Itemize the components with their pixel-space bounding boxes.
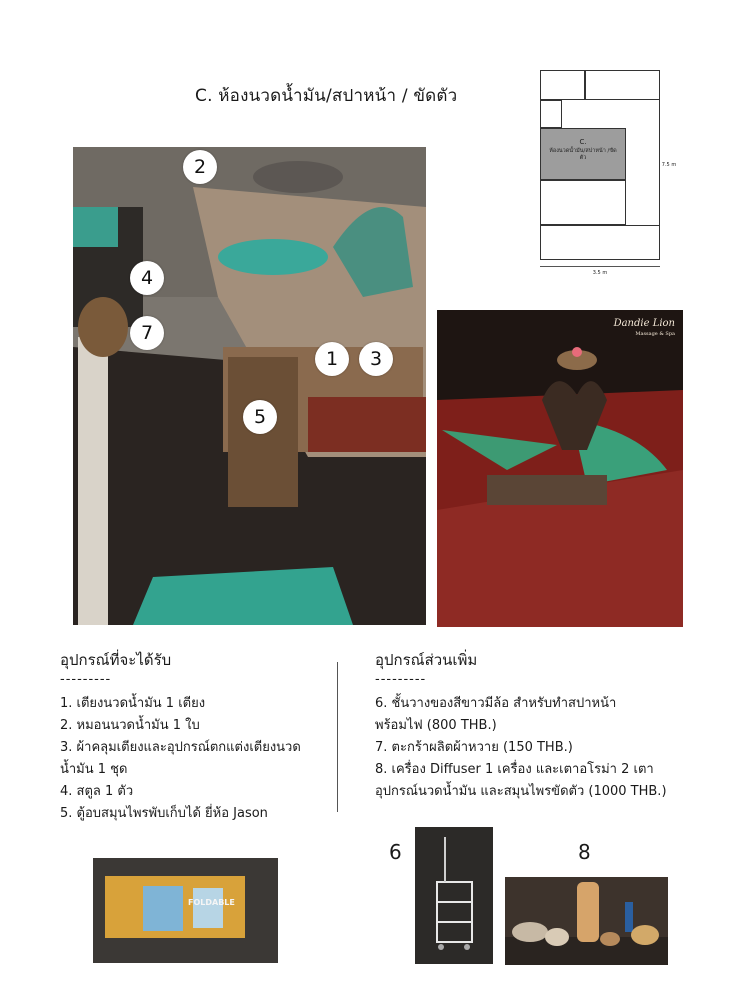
logo-name: Dandie Lion [613,318,675,329]
spa-setup-photo [437,310,683,627]
extra-item: พร้อมไฟ (800 THB.) [375,718,497,733]
badge-5: 5 [243,400,277,434]
plan-bottom-dimension: 3.5 m [592,270,608,276]
floor-plan [540,70,677,285]
plan-small-room [540,100,562,128]
diffuser-accessories-photo [505,877,668,965]
included-item: 3. ผ้าคลุมเตียงและอุปกรณ์ตกแต่งเตียงนวด [60,740,301,755]
plan-side-dimension: 7.5 m [661,162,677,168]
label-8: 8 [578,840,591,864]
plan-room-c-name: ห้องนวดน้ำมัน/สปาหน้า /ขัดตัว [549,148,617,161]
label-6: 6 [389,840,402,864]
included-heading: อุปกรณ์ที่จะได้รับ [60,651,172,669]
included-item: 5. ตู้อบสมุนไพรพับเก็บได้ ยี่ห้อ Jason [60,806,268,821]
page-title: C. ห้องนวดน้ำมัน/สปาหน้า / ขัดตัว [195,86,458,106]
dandie-lion-logo [614,318,675,340]
plan-room-d [540,180,626,225]
extra-item: 8. เครื่อง Diffuser 1 เครื่อง และเตาอโรม่า 2 เตา [375,762,654,777]
plan-room-a [540,70,585,100]
rolling-shelf-photo [415,827,493,964]
plan-room-b [585,70,660,100]
badge-2: 2 [183,150,217,184]
extra-item: 6. ชั้นวางของสีขาวมีล้อ สำหรับทำสปาหน้า [375,696,617,711]
extra-item: อุปกรณ์นวดน้ำมัน และสมุนไพรขัดตัว (1000 THB.) [375,784,667,799]
badge-3: 3 [359,342,393,376]
plan-room-c-code: C. [579,138,587,146]
badge-4: 4 [130,261,164,295]
extra-item: 7. ตะกร้าผลิตผ้าหวาย (150 THB.) [375,740,573,755]
spa-room-photo [73,147,426,625]
badge-7: 7 [130,316,164,350]
column-divider [337,662,338,812]
included-item: 2. หมอนนวดน้ำมัน 1 ใบ [60,718,200,733]
plan-room-e [540,225,660,260]
steam-cabinet-box-photo [93,858,278,963]
extra-heading: อุปกรณ์ส่วนเพิ่ม [375,651,478,669]
included-item: 4. สตูล 1 ตัว [60,784,134,799]
badge-1: 1 [315,342,349,376]
extra-dashes: --------- [375,672,427,687]
box-label: FOLDABLE [188,898,235,907]
included-item: 1. เตียงนวดน้ำมัน 1 เตียง [60,696,206,711]
included-dashes: --------- [60,672,112,687]
included-item: น้ำมัน 1 ชุด [60,762,128,777]
logo-sub: Massage & Spa [635,331,675,337]
